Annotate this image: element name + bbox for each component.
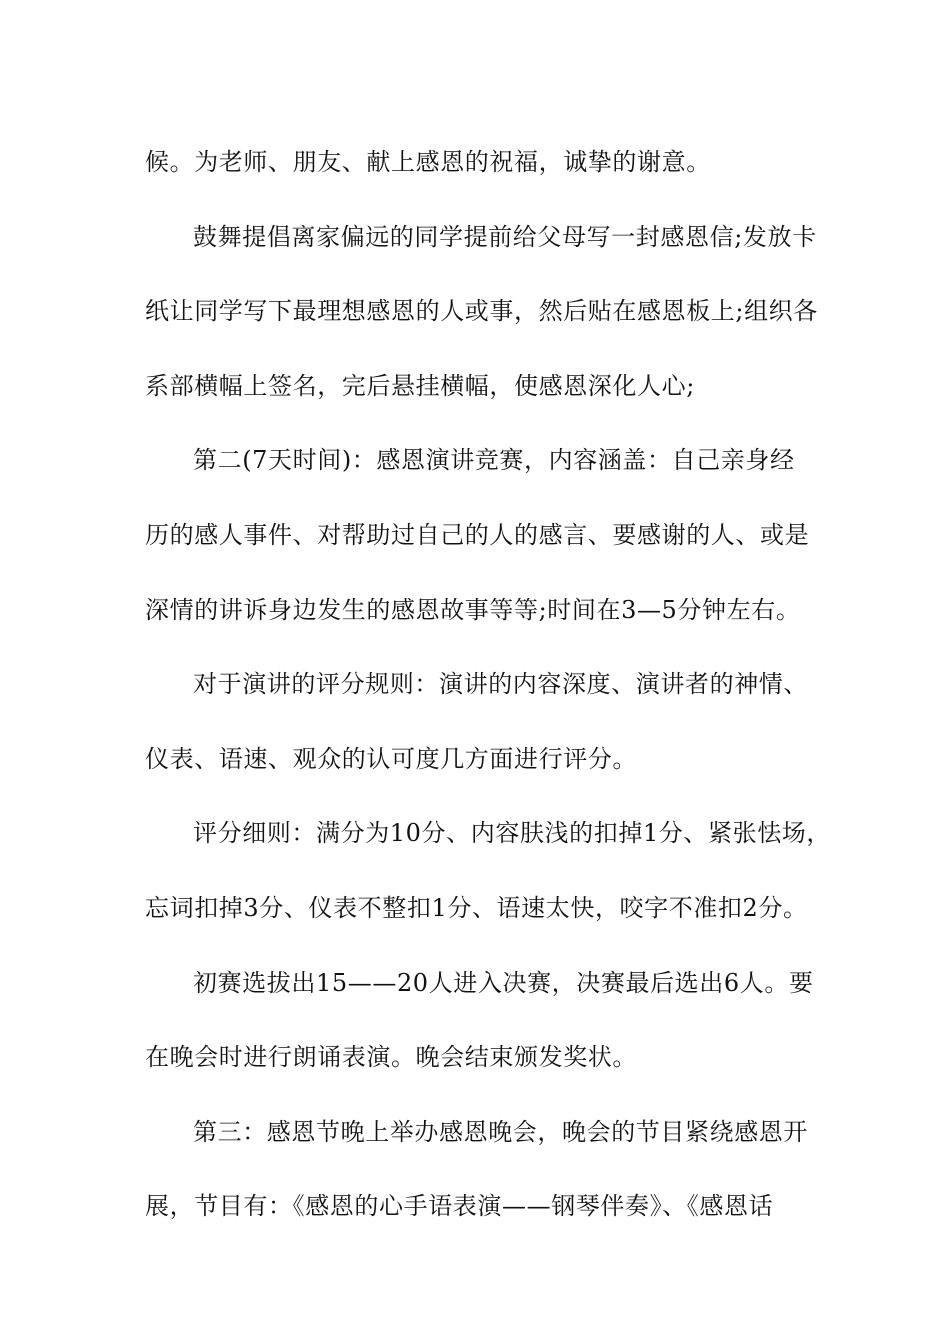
paragraph-line: 忘词扣掉3分、仪表不整扣1分、语速太快，咬字不准扣2分。 — [145, 893, 808, 922]
paragraph-line: 鼓舞提倡离家偏远的同学提前给父母写一封感恩信;发放卡 — [193, 222, 817, 251]
paragraph-line: 深情的讲诉身边发生的感恩故事等等;时间在3—5分钟左右。 — [145, 595, 801, 624]
paragraph-line: 历的感人事件、对帮助过自己的人的感言、要感谢的人、或是 — [145, 520, 810, 549]
paragraph-line: 纸让同学写下最理想感恩的人或事，然后贴在感恩板上;组织各 — [145, 297, 818, 326]
paragraph-line: 仪表、语速、观众的认可度几方面进行评分。 — [145, 744, 637, 773]
paragraph-line: 评分细则：满分为10分、内容肤浅的扣掉1分、紧张怯场， — [193, 819, 832, 848]
paragraph-line: 系部横幅上签名，完后悬挂横幅，使感恩深化人心; — [145, 371, 695, 400]
paragraph-line: 在晚会时进行朗诵表演。晚会结束颁发奖状。 — [145, 1043, 637, 1072]
paragraph-line: 展，节目有：《感恩的心手语表演——钢琴伴奏》、《感恩话 — [145, 1192, 774, 1221]
paragraph-line: 候。为老师、朋友、献上感恩的祝福，诚挚的谢意。 — [145, 148, 711, 176]
paragraph-line: 对于演讲的评分规则：演讲的内容深度、演讲者的神情、 — [193, 670, 808, 699]
paragraph-line: 初赛选拔出15——20人进入决赛，决赛最后选出6人。要 — [193, 968, 814, 997]
paragraph-line: 第三：感恩节晚上举办感恩晚会，晚会的节目紧绕感恩开 — [193, 1117, 808, 1146]
document-body — [145, 125, 832, 1244]
paragraph-line: 第二(7天时间)：感恩演讲竞赛，内容涵盖：自己亲身经 — [193, 446, 795, 475]
